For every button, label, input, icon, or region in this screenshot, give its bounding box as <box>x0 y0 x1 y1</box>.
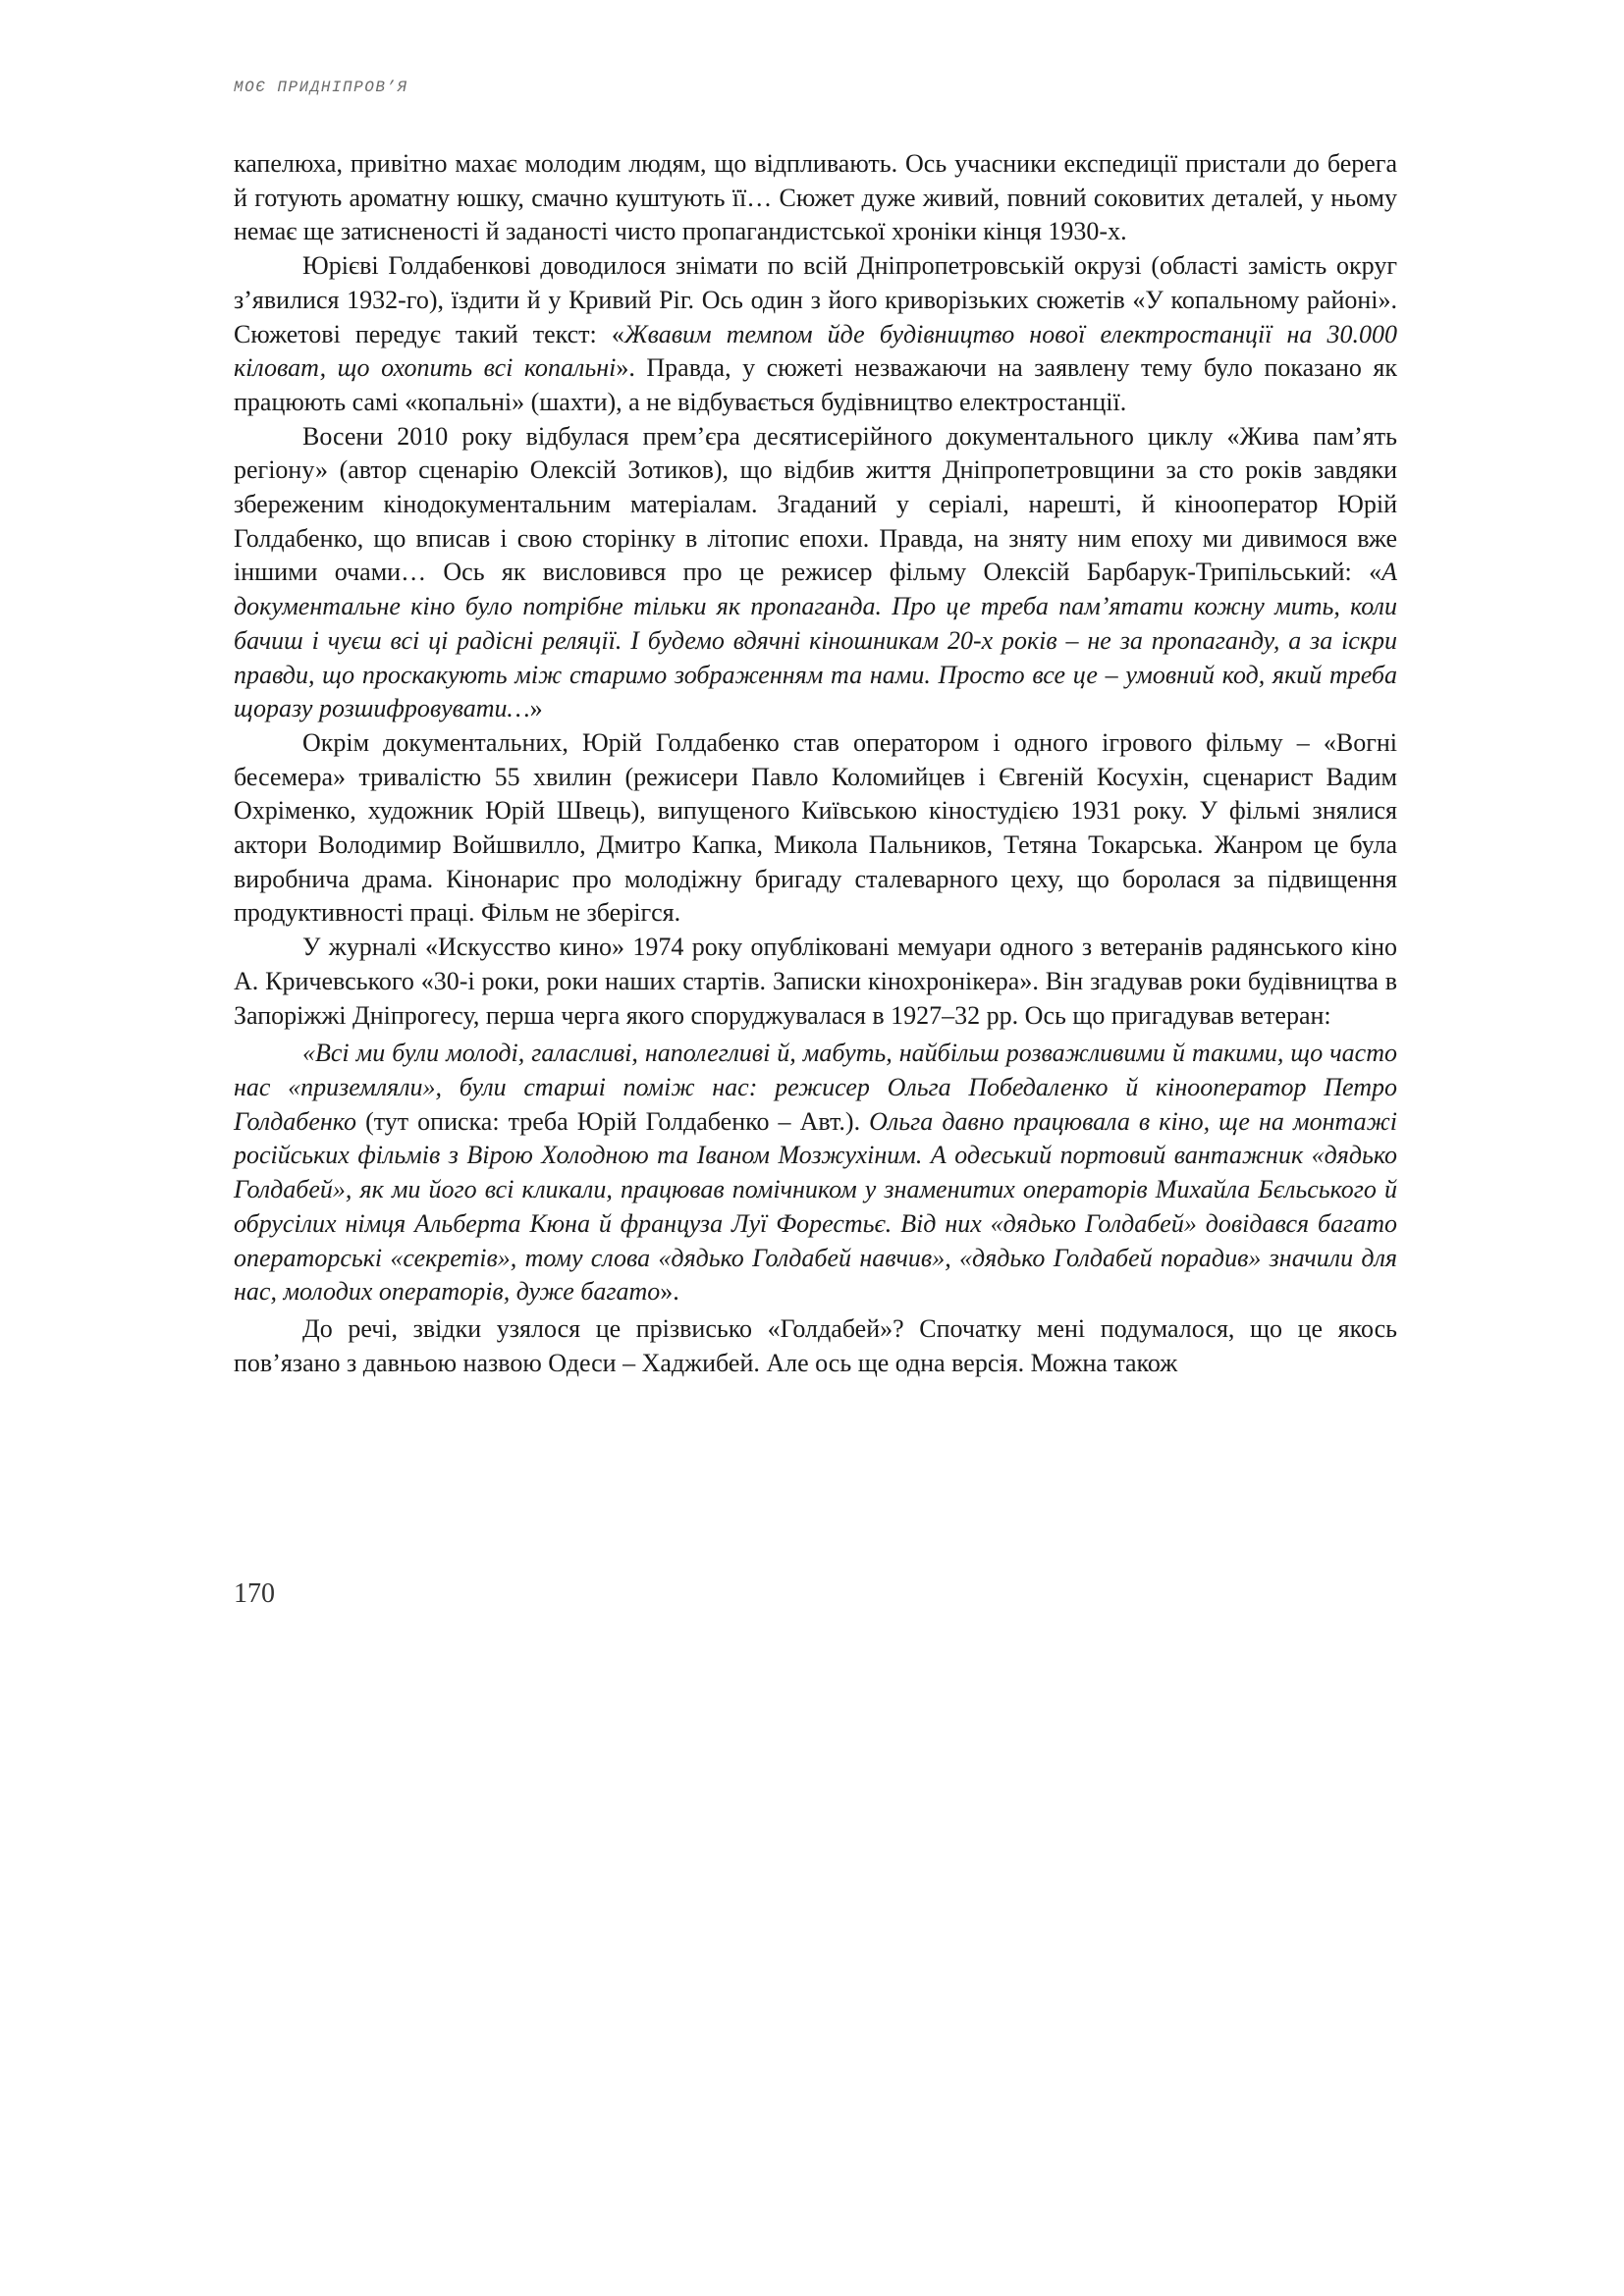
page-body <box>234 147 1397 1380</box>
paragraph: капелюха, привітно махає молодим людям, що відпливають. Ось учасники експедиції пристали до берега й готують ароматну юшку, смачно куштують її… Сюжет дуже живий, повний соковитих деталей, у ньому немає ще затисненості й заданості чисто пропагандистської хроніки кінця 1930-х. <box>234 149 1397 246</box>
quote-italic: « <box>302 1039 315 1068</box>
running-head: МОЄ ПРИДНІПРОВ’Я <box>234 79 408 96</box>
paragraph: У журналі «Искусство кино» 1974 року опубліковані мемуари одного з ветеранів радянського кіно А. Кричевського «30-і роки, роки наших стартів. Записки кінохронікера». Він згадував роки будівництва в Запоріжжі Дніпрогесу, перша черга якого споруджувалася в 1927–32 рр. Ось що пригадував ветеран: <box>234 933 1397 1030</box>
quote-italic: Всі ми були молоді, галасливі, наполегливі й, мабуть, найбільш розважливими й такими, що часто нас «приземляли», були старші поміж нас: режисер Ольга Победаленко й кінооператор Петро Голдабенко <box>234 1039 1397 1136</box>
paragraph <box>234 249 1397 420</box>
quote-italic: Жвавим темпом йде будівництво нової електростанції на 30.000 кіловат, що охопить всі копальні <box>234 319 1397 383</box>
quote-italic: Ольга давно працювала в кіно, ще на монтажі російських фільмів з Вірою Холодною та Іваном Мозжухіним. А одеський портовий вантажник «дядько Голдабей», як ми його всі кликали, працював помічником у знаменитих операторів Михайла Бєльського й обрусілих німця Альберта Кюна й француза Луї Форестьє. Від них «дядько Голдабей» довідався багато операторські «секретів», тому слова «дядько Голдабей навчив», «дядько Голдабей порадив» значили для нас, молодих операторів, дуже багато <box>234 1106 1398 1307</box>
block-quote <box>234 1037 1397 1309</box>
quote-italic: А документальне кіно було потрібне тільки як пропаганда. Про це треба пам’ятати кожну мить, коли бачиш і чуєш всі ці радісні реляції. І будемо вдячні кіношникам 20-х років – не за пропаганду, а за іскри правди, що проскакують між старимо зображенням та нами. Просто все це – умовний код, який треба щоразу розшифровувати… <box>234 558 1397 723</box>
paragraph <box>234 420 1397 726</box>
text-run: ». Правда, у сюжеті незважаючи на заявлену тему було показано як працюють самі «копальні» (шахти), а не відбувається будівництво електростанції. <box>234 353 1397 416</box>
text-run: » <box>529 694 543 723</box>
text-run: (тут описка: треба Юрій Голдабенко – Авт.). <box>355 1106 870 1136</box>
page-number: 170 <box>234 1578 275 1609</box>
text-run: Восени 2010 року відбулася прем’єра десятисерійного документального циклу «Жива пам’ять регіону» (автор сценарію Олексій Зотиков), що відбив життя Дніпропетровщини за сто років завдяки збереженим кінодокументальним матеріалам. Згаданий у серіалі, нарешті, й кінооператор Юрій Голдабенко, що вписав і свою сторінку в літопис епохи. Правда, на зняту ним епоху ми дивимося вже іншими очами… Ось як висловився про це режисер фільму Олексій Барбарук-Трипільський: « <box>234 421 1397 587</box>
paragraph: Окрім документальних, Юрій Голдабенко став оператором і одного ігрового фільму – «Вогні бесемера» тривалістю 55 хвилин (режисери Павло Коломийцев і Євгеній Косухін, сценарист Вадим Охріменко, художник Юрій Швець), випущеного Київською кіностудією 1931 року. У фільмі знялися актори Володимир Войшвилло, Дмитро Капка, Микола Пальников, Тетяна Токарська. Жанром це була виробнича драма. Кінонарис про молодіжну бригаду сталеварного цеху, що боролася за підвищення продуктивності праці. Фільм не зберігся. <box>234 727 1397 928</box>
text-run: Юрієві Голдабенкові доводилося знімати по всій Дніпропетровській окрузі (області замість округ з’явилися 1932-го), їздити й у Кривий Ріг. Ось один з його криворізьких сюжетів «У копальному районі». Сюжетові передує такий текст: « <box>234 251 1397 348</box>
text-run: ». <box>660 1277 679 1307</box>
paragraph: До речі, звідки узялося це прізвисько «Голдабей»? Спочатку мені подумалося, що це якось пов’язано з давньою назвою Одеси – Хаджибей. Але ось ще одна версія. Можна також <box>234 1313 1397 1377</box>
